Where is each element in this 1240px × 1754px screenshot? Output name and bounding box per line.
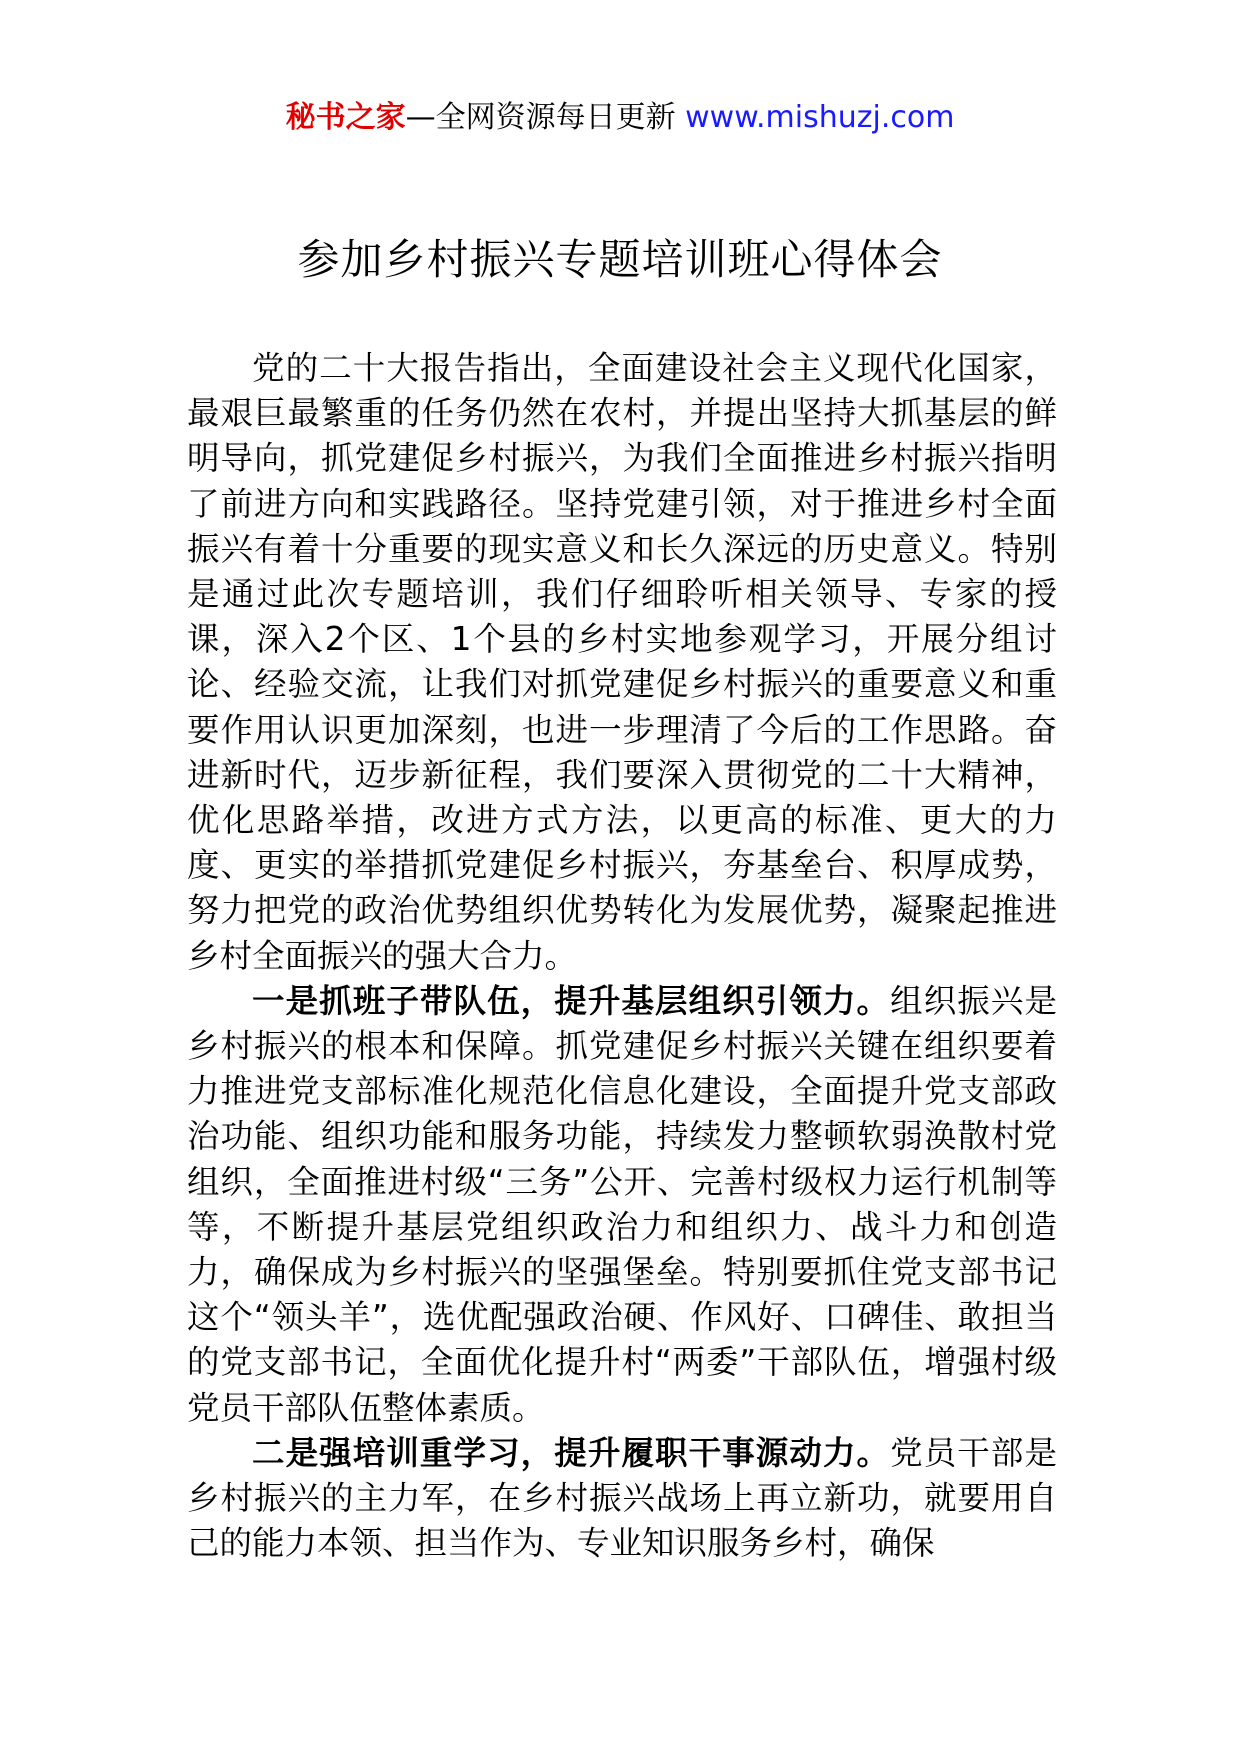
header-banner [0, 98, 1240, 138]
brand-name: 秘书之家 [285, 100, 406, 135]
article-body [187, 346, 1057, 1566]
paragraph-point-one [187, 979, 1057, 1431]
paragraph-lead: 二是强培训重学习，提升履职干事源动力。 [252, 1433, 891, 1472]
paragraph-text: 党员干部是乡村振兴的主力军，在乡村振兴战场上再立新功，就要用自己的能力本领、担当作为、专业知识服务乡村，确保 [187, 1433, 1057, 1563]
site-url-link[interactable]: www.mishuzj.com [685, 100, 955, 135]
page-title: 参加乡村振兴专题培训班心得体会 [297, 235, 943, 284]
header-tagline: —全网资源每日更新 [405, 100, 676, 135]
paragraph-intro [187, 346, 1057, 979]
paragraph-text: 党的二十大报告指出，全面建设社会主义现代化国家，最艰巨最繁重的任务仍然在农村，并提出坚持大抓基层的鲜明导向，抓党建促乡村振兴，为我们全面推进乡村振兴指明了前进方向和实践路径。坚持党建引领，对于推进乡村全面振兴有着十分重要的现实意义和长久深远的历史意义。特别是通过此次专题培训，我们仔细聆听相关领导、专家的授课，深入2个区、1个县的乡村实地参观学习，开展分组讨论、经验交流，让我们对抓党建促乡村振兴的重要意义和重要作用认识更加深刻，也进一步理清了今后的工作思路。奋进新时代，迈步新征程，我们要深入贯彻党的二十大精神，优化思路举措，改进方式方法，以更高的标准、更大的力度、更实的举措抓党建促乡村振兴，夯基垒台、积厚成势，努力把党的政治优势组织优势转化为发展优势，凝聚起推进乡村全面振兴的强大合力。 [187, 349, 1057, 975]
paragraph-text: 组织振兴是乡村振兴的根本和保障。抓党建促乡村振兴关键在组织要着力推进党支部标准化规范化信息化建设，全面提升党支部政治功能、组织功能和服务功能，持续发力整顿软弱涣散村党组织，全面推进村级“三务”公开、完善村级权力运行机制等等，不断提升基层党组织政治力和组织力、战斗力和创造力，确保成为乡村振兴的坚强堡垒。特别要抓住党支部书记这个“领头羊”，选优配强政治硬、作风好、口碑佳、敢担当的党支部书记，全面优化提升村“两委”干部队伍，增强村级党员干部队伍整体素质。 [187, 981, 1057, 1427]
paragraph-point-two [187, 1431, 1057, 1567]
paragraph-lead: 一是抓班子带队伍，提升基层组织引领力。 [252, 981, 891, 1020]
